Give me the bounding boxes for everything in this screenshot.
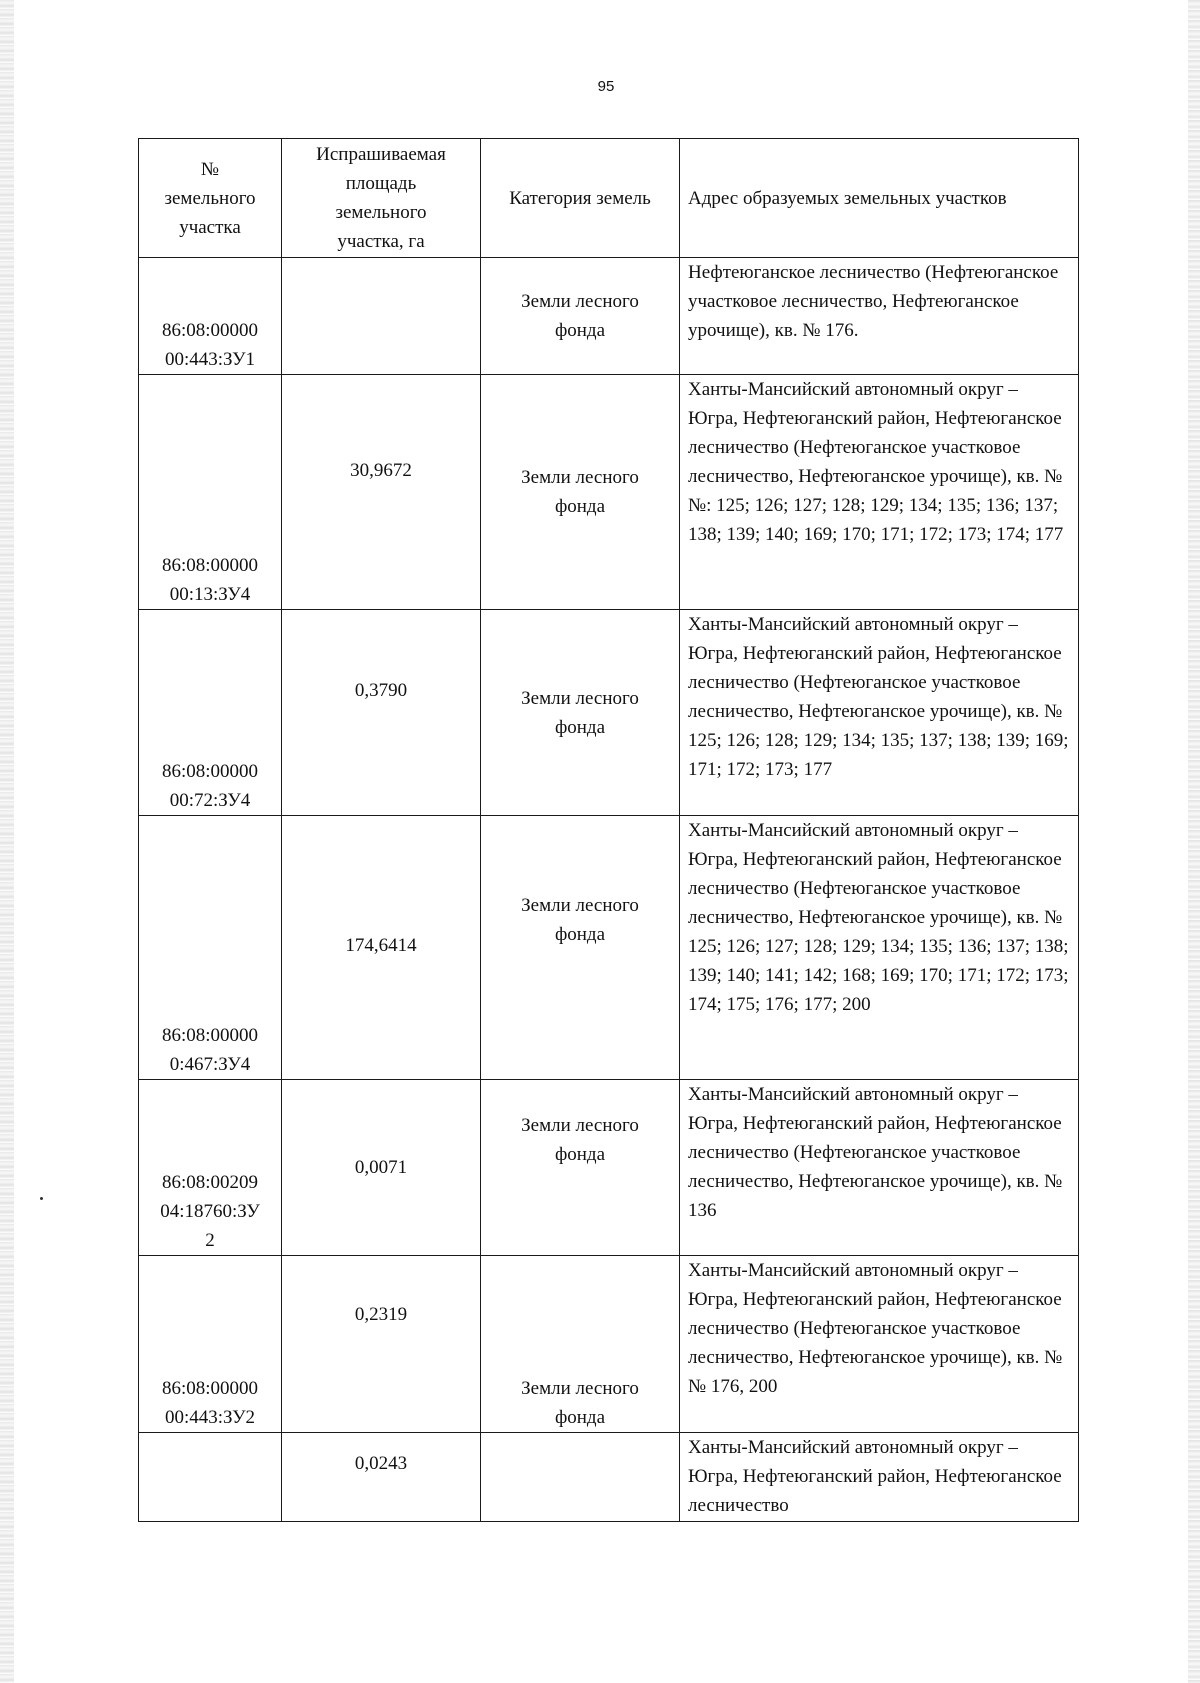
plot-number-cell: 86:08:00000 0:467:ЗУ4 xyxy=(139,816,282,1080)
plot-area-cell xyxy=(282,1433,481,1522)
land-category-value: Земли лесного фонда xyxy=(521,291,639,341)
land-category-value: Земли лесного фонда xyxy=(521,1114,639,1165)
header-plot-address: Адрес образуемых земельных участков xyxy=(680,139,1079,258)
plot-address-cell: Нефтеюганское лесничество (Нефтеюганское участковое лесничество, Нефтеюганское урочище), кв. № 176. xyxy=(680,258,1079,375)
land-category-cell xyxy=(481,375,680,610)
plot-area-value: 0,3790 xyxy=(354,680,408,701)
header-land-category: Категория земель xyxy=(481,139,680,258)
land-category-value: Земли лесного фонда xyxy=(521,687,639,738)
land-category-cell xyxy=(481,1080,680,1256)
plot-area-cell xyxy=(282,610,481,816)
table-row xyxy=(139,610,1079,816)
plot-area-cell xyxy=(282,1080,481,1256)
scan-edge-left xyxy=(0,0,14,1683)
plot-address-cell: Ханты-Мансийский автономный округ – Югра, Нефтеюганский район, Нефтеюганское лесничество (Нефтеюганское участковое лесничество, Нефтеюганское урочище), кв. №№: 125; 126; 127; 128; 129; 134; 135; 136; 137; 138; 139; 140; 169; 170; 171; 172; 173; 174; 177 xyxy=(680,375,1079,610)
plot-area-value: 0,0071 xyxy=(354,1157,408,1178)
scan-artifact-dot xyxy=(40,1197,43,1200)
plot-area-cell xyxy=(282,816,481,1080)
header-plot-number: № земельного участка xyxy=(139,139,282,258)
plot-address-cell: Ханты-Мансийский автономный округ – Югра, Нефтеюганский район, Нефтеюганское лесничество (Нефтеюганское участковое лесничество, Нефтеюганское урочище), кв. № 136 xyxy=(680,1080,1079,1256)
plot-number-cell: 86:08:00000 00:72:ЗУ4 xyxy=(139,610,282,816)
land-category-value: Земли лесного фонда xyxy=(521,894,639,945)
plot-number-cell: 86:08:00000 00:443:ЗУ1 xyxy=(139,258,282,375)
plot-number-cell xyxy=(139,1433,282,1522)
table-row xyxy=(139,1433,1079,1522)
plot-area-cell xyxy=(282,375,481,610)
plot-number-cell: 86:08:00209 04:18760:ЗУ 2 xyxy=(139,1080,282,1256)
land-category-cell xyxy=(481,1256,680,1433)
table-row xyxy=(139,1256,1079,1433)
table-row xyxy=(139,1080,1079,1256)
land-category-cell xyxy=(481,816,680,1080)
plot-area-value: 0,2319 xyxy=(354,1303,408,1325)
table-row xyxy=(139,816,1079,1080)
land-plots-table xyxy=(138,138,1079,1522)
land-category-cell xyxy=(481,610,680,816)
scan-edge-right xyxy=(1188,0,1200,1683)
table-header-row xyxy=(139,139,1079,258)
plot-area-cell xyxy=(282,1256,481,1433)
land-category-cell xyxy=(481,258,680,375)
table-row xyxy=(139,375,1079,610)
land-category-value: Земли лесного фонда xyxy=(521,467,639,517)
plot-area-value: 174,6414 xyxy=(345,935,417,956)
plot-address-cell: Ханты-Мансийский автономный округ – Югра, Нефтеюганский район, Нефтеюганское лесничество (Нефтеюганское участковое лесничество, Нефтеюганское урочище), кв. № 125; 126; 128; 129; 134; 135; 137; 138; 139; 169; 171; 172; 173; 177 xyxy=(680,610,1079,816)
page-number: 95 xyxy=(597,78,615,95)
plot-number-cell: 86:08:00000 00:443:ЗУ2 xyxy=(139,1256,282,1433)
plot-address-cell: Ханты-Мансийский автономный округ – Югра, Нефтеюганский район, Нефтеюганское лесничество xyxy=(680,1433,1079,1522)
plot-number-cell: 86:08:00000 00:13:ЗУ4 xyxy=(139,375,282,610)
table-row xyxy=(139,258,1079,375)
plot-address-cell: Ханты-Мансийский автономный округ – Югра, Нефтеюганский район, Нефтеюганское лесничество (Нефтеюганское участковое лесничество, Нефтеюганское урочище), кв. №№ 176, 200 xyxy=(680,1256,1079,1433)
plot-area-cell xyxy=(282,258,481,375)
land-category-value: Земли лесного фонда xyxy=(521,1378,639,1428)
header-requested-area: Испрашиваемая площадь земельного участка, га xyxy=(282,139,481,258)
plot-area-value: 0,0243 xyxy=(354,1453,408,1474)
plot-address-cell: Ханты-Мансийский автономный округ – Югра, Нефтеюганский район, Нефтеюганское лесничество (Нефтеюганское участковое лесничество, Нефтеюганское урочище), кв. № 125; 126; 127; 128; 129; 134; 135; 136; 137; 138; 139; 140; 141; 142; 168; 169; 170; 171; 172; 173; 174; 175; 176; 177; 200 xyxy=(680,816,1079,1080)
land-category-cell xyxy=(481,1433,680,1522)
plot-area-value: 30,9672 xyxy=(350,459,412,481)
